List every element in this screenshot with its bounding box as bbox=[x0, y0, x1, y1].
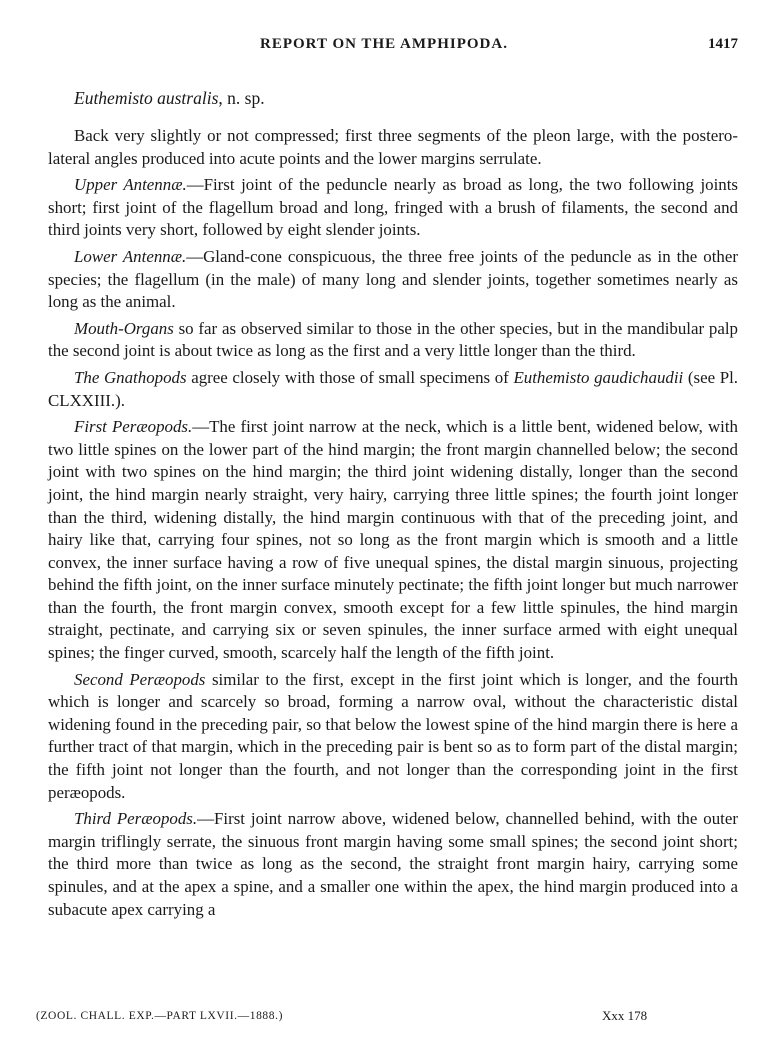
footer-citation: (ZOOL. CHALL. EXP.—PART LXVII.—1888.) bbox=[36, 1010, 284, 1022]
second-pereopods-text: similar to the first, except in the first joint which is longer, and the fourth which is longer and scarcely so broad, forming a narrow oval, without the characteristic distal widening found in the preceding pair, so that below the lowest spine of the hind margin there is here a further tract of that margin, which in the preceding pair is bent so as to form part of the distal margin; the fifth joint not longer than the fourth, and not longer than the corresponding joint in the first peræopods. bbox=[48, 669, 738, 802]
species-name: Euthemisto australis bbox=[74, 88, 219, 108]
page-footer bbox=[36, 1010, 676, 1028]
species-suffix: , n. sp. bbox=[218, 88, 265, 108]
paragraph-third-pereopods bbox=[48, 808, 738, 921]
first-pereopods-text: —The first joint narrow at the neck, which is a little bent, widened below, with two little spines on the lower part of the hind margin; the front margin channelled below; the second joint with two spines on the hind margin; the third joint widening distally, longer than the second joint, the hind margin nearly straight, very hairy, carrying three little spines; the fourth joint longer than the third, widening distally, the hind margin continuous with that of the preceding joint, and hairy like that, carrying four spines, not so long as the front margin which is smooth and a little convex, the inner surface having a row of five unequal spines, the distal margin sinuous, projecting behind the fifth joint, on the inner surface minutely pectinate; the fifth joint longer but much narrower than the fourth, the front margin convex, smooth except for a few little spinules, the hind margin straight, pectinate, and carrying six or seven spinules, the inner surface armed with eight unequal spines; the finger curved, smooth, scarcely half the length of the fifth joint. bbox=[48, 417, 739, 663]
running-title: REPORT ON THE AMPHIPODA. bbox=[260, 36, 508, 52]
lower-antennae-heading: Lower Antennæ. bbox=[74, 246, 187, 266]
first-pereopods-heading: First Peræopods. bbox=[74, 417, 193, 437]
paragraph-second-pereopods bbox=[48, 669, 738, 805]
upper-antennae-heading: Upper Antennæ. bbox=[74, 175, 187, 195]
second-pereopods-heading: Second Peræopods bbox=[74, 669, 206, 689]
mouth-organs-text: so far as observed similar to those in the other species, but in the mandibular palp the second joint is about twice as long as the first and a very little longer than the third. bbox=[48, 318, 738, 361]
gnathopods-text: agree closely with those of small specimens of bbox=[186, 367, 514, 387]
paragraph-gnathopods bbox=[48, 367, 738, 412]
paragraph-back-text: Back very slightly or not compressed; first three segments of the pleon large, with the postero-lateral angles produced into acute points and the lower margins serrulate. bbox=[48, 126, 738, 168]
gnathopods-species: Euthemisto gaudichaudii bbox=[513, 367, 684, 387]
lower-antennae-text: —Gland-cone conspicuous, the three free joints of the peduncle as in the other species; the flagellum (in the male) of many long and slender joints, together sometimes nearly as long as the animal. bbox=[48, 246, 738, 312]
mouth-organs-heading: Mouth-Organs bbox=[74, 318, 174, 338]
paragraph-upper-antennae bbox=[48, 174, 738, 242]
page-content bbox=[48, 36, 738, 925]
paragraph-lower-antennae bbox=[48, 246, 738, 314]
footer-signature: Xxx 178 bbox=[602, 1008, 648, 1023]
gnathopods-heading: The Gnathopods bbox=[74, 367, 187, 387]
page-header bbox=[48, 36, 738, 64]
page-number: 1417 bbox=[708, 36, 738, 52]
third-pereopods-text: —First joint narrow above, widened below, channelled behind, with the outer margin triflingly serrate, the sinuous front margin having some small spines; the second joint short; the third more than twice as long as the second, the straight front margin hairy, carrying some spinules, and at the apex a spine, and a smaller one within the apex, the hind margin produced into a subacute apex carrying a bbox=[48, 809, 738, 919]
article-body bbox=[48, 125, 738, 921]
paragraph-mouth-organs bbox=[48, 318, 738, 363]
species-heading bbox=[74, 86, 738, 111]
upper-antennae-text: —First joint of the peduncle nearly as broad as long, the two following joints short; first joint of the flagellum broad and long, fringed with a brush of filaments, the second and third joints very short, followed by eight slender joints. bbox=[48, 175, 738, 240]
paragraph-first-pereopods bbox=[48, 416, 738, 665]
gnathopods-after: (see Pl. CLXXIII.). bbox=[48, 367, 739, 410]
paragraph-back bbox=[48, 125, 738, 170]
third-pereopods-heading: Third Peræopods. bbox=[74, 809, 198, 829]
